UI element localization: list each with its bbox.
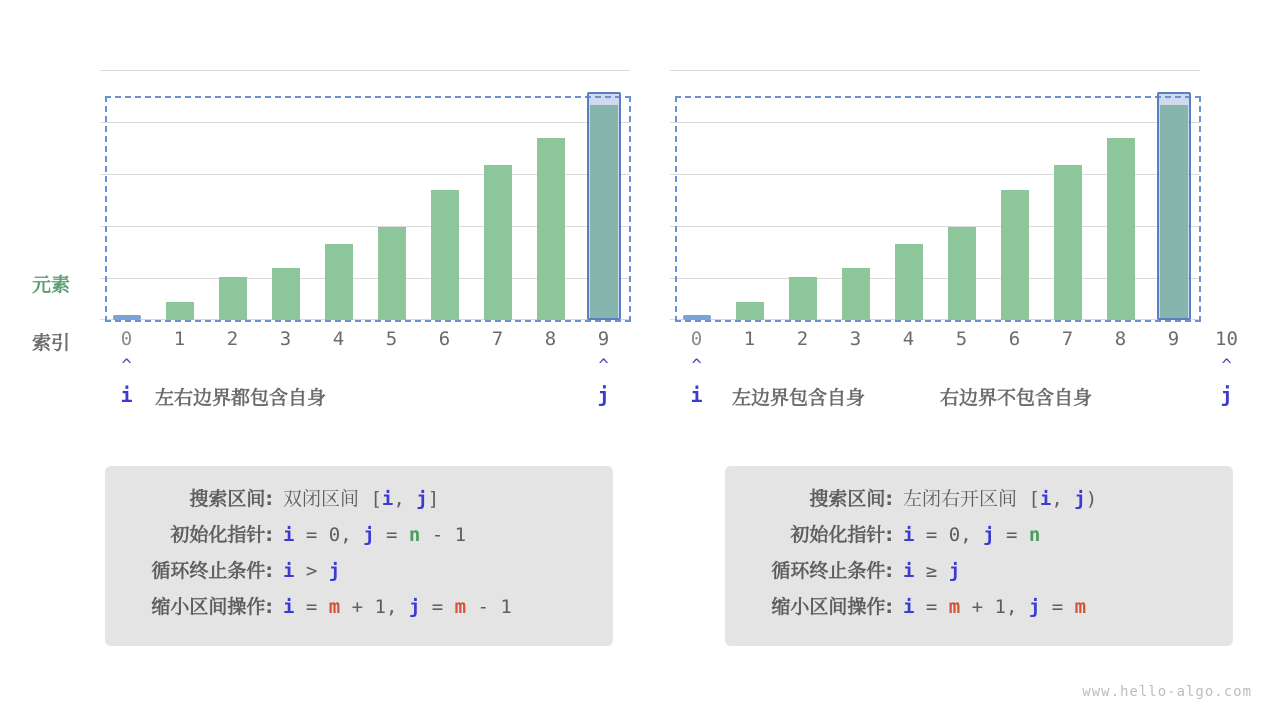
index-label-1: 1 [743,328,756,350]
info-value: 双闭区间 [i, j] [283,488,440,510]
info-value: i = m + 1, j = m - 1 [283,596,512,618]
info-line-2 [725,556,1233,592]
pointer-label-j: j [1220,383,1233,407]
panel-closed-open [640,0,1280,720]
index-label-0: 0 [120,328,133,350]
info-label: 搜索区间: [189,488,273,510]
index-label-2: 2 [226,328,239,350]
index-label-5: 5 [955,328,968,350]
index-label-7: 7 [491,328,504,350]
index-label-3: 3 [849,328,862,350]
pointer-caret-i: ^ [121,356,132,376]
highlight-box-index-9 [587,92,621,320]
row-label-element: 元素 [32,274,71,296]
info-label: 循环终止条件: [151,560,273,582]
index-axis [0,328,640,354]
index-label-3: 3 [279,328,292,350]
pointer-caret-j: ^ [598,356,609,376]
info-line-1 [105,520,613,556]
highlight-box-index-9 [1157,92,1191,320]
index-label-9: 9 [597,328,610,350]
index-label-8: 8 [1114,328,1127,350]
index-label-7: 7 [1061,328,1074,350]
pointer-caret-j: ^ [1221,356,1232,376]
pointer-label-i: i [690,383,703,407]
note-0: 左右边界都包含自身 [155,387,327,409]
index-label-10: 10 [1215,328,1238,350]
watermark: www.hello-algo.com [1082,684,1252,700]
bar-chart [100,70,630,320]
info-line-3 [105,592,613,628]
index-label-4: 4 [332,328,345,350]
info-box [105,466,613,646]
info-value: i = 0, j = n - 1 [283,524,467,546]
range-dashed-box [675,96,1201,322]
index-label-8: 8 [544,328,557,350]
pointer-label-i: i [120,383,133,407]
info-value: i > j [283,560,341,582]
row-label-index: 索引 [32,332,71,354]
range-dashed-box [105,96,631,322]
index-label-9: 9 [1167,328,1180,350]
info-label: 初始化指针: [170,524,273,546]
info-value: i ≥ j [903,560,961,582]
pointer-caret-i: ^ [691,356,702,376]
index-axis [640,328,1280,354]
bar-chart [670,70,1200,320]
info-line-0 [725,484,1233,520]
info-label: 缩小区间操作: [151,596,273,618]
info-line-1 [725,520,1233,556]
index-label-1: 1 [173,328,186,350]
info-line-0 [105,484,613,520]
index-label-4: 4 [902,328,915,350]
info-value: i = 0, j = n [903,524,1041,546]
index-label-0: 0 [690,328,703,350]
info-label: 循环终止条件: [771,560,893,582]
index-label-6: 6 [1008,328,1021,350]
info-value: i = m + 1, j = m [903,596,1087,618]
note-0: 左边界包含自身 [732,387,866,409]
info-line-3 [725,592,1233,628]
index-label-5: 5 [385,328,398,350]
note-1: 右边界不包含自身 [940,387,1093,409]
info-label: 缩小区间操作: [771,596,893,618]
pointer-label-j: j [597,383,610,407]
info-label: 初始化指针: [790,524,893,546]
index-label-2: 2 [796,328,809,350]
info-label: 搜索区间: [809,488,893,510]
info-box [725,466,1233,646]
info-value: 左闭右开区间 [i, j) [903,488,1098,510]
index-label-6: 6 [438,328,451,350]
info-line-2 [105,556,613,592]
